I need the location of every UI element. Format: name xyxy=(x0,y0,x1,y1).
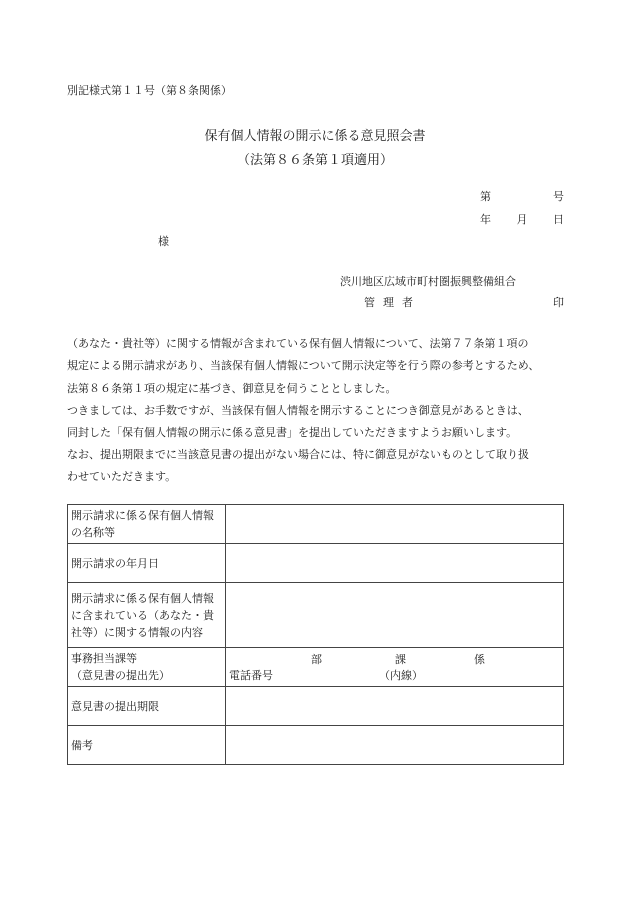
body-line: 規定による開示請求があり、当該保有個人情報について開示決定等を行う際の参考とするため、 xyxy=(67,359,540,372)
body-line: わせていただきます。 xyxy=(67,470,177,483)
date-month: 月 xyxy=(516,213,528,226)
body-line: なお、提出期限までに当該意見書の提出がない場合には、特に御意見がないものとして取り扱 xyxy=(67,448,529,461)
document-number xyxy=(480,188,564,204)
table-row xyxy=(68,505,564,544)
value-remarks[interactable] xyxy=(226,726,564,765)
document-title: 保有個人情報の開示に係る意見照会書 xyxy=(204,129,426,144)
body-line: 同封した「保有個人情報の開示に係る意見書」を提出していただきますようお願いします。 xyxy=(67,426,518,439)
table-row xyxy=(68,648,564,687)
label-remarks: 備考 xyxy=(68,726,226,765)
contact-phone-label: 電話番号 xyxy=(229,669,273,682)
body-line: 法第８６条第１項の規定に基づき、御意見を伺うこととしました。 xyxy=(67,382,397,395)
date-day: 日 xyxy=(553,213,564,226)
label-deadline: 意見書の提出期限 xyxy=(68,687,226,726)
table-row xyxy=(68,726,564,765)
document-date xyxy=(480,211,564,227)
body-line: （あなた・貴社等）に関する情報が含まれている保有個人情報について、法第７７条第１項の xyxy=(67,337,529,350)
label-request-date: 開示請求の年月日 xyxy=(68,544,226,583)
contact-section: 課 xyxy=(395,653,406,666)
value-info-content[interactable] xyxy=(226,583,564,648)
value-info-name[interactable] xyxy=(226,505,564,544)
number-suffix: 号 xyxy=(553,190,564,203)
table-row xyxy=(68,687,564,726)
number-prefix: 第 xyxy=(480,190,491,203)
sender-organization: 渋川地区広域市町村圏振興整備組合 xyxy=(340,275,516,288)
admin-label: 管理者 xyxy=(364,296,421,309)
contact-extension-label: （内線） xyxy=(379,669,423,682)
contact-dept: 部 xyxy=(311,653,322,666)
value-deadline[interactable] xyxy=(226,687,564,726)
value-request-date[interactable] xyxy=(226,544,564,583)
label-info-content: 開示請求に係る保有個人情報 に含まれている（あなた・貴 社等）に関する情報の内容 xyxy=(68,583,226,648)
form-number: 別記様式第１１号（第８条関係） xyxy=(67,84,232,97)
addressee-suffix: 様 xyxy=(158,235,169,248)
table-row xyxy=(68,544,564,583)
document-subtitle: （法第８６条第１項適用） xyxy=(236,153,393,168)
body-line: つきましては、お手数ですが、当該保有個人情報を開示することにつき御意見があるときは、 xyxy=(67,404,529,417)
sender-admin xyxy=(364,294,564,310)
label-contact-office: 事務担当課等 （意見書の提出先） xyxy=(68,648,226,687)
label-info-name: 開示請求に係る保有個人情報 の名称等 xyxy=(68,505,226,544)
table-row xyxy=(68,583,564,648)
seal-mark: 印 xyxy=(553,296,564,309)
info-table xyxy=(67,504,564,765)
contact-team: 係 xyxy=(474,653,485,666)
value-contact-office[interactable] xyxy=(226,648,564,687)
date-year: 年 xyxy=(480,213,491,226)
